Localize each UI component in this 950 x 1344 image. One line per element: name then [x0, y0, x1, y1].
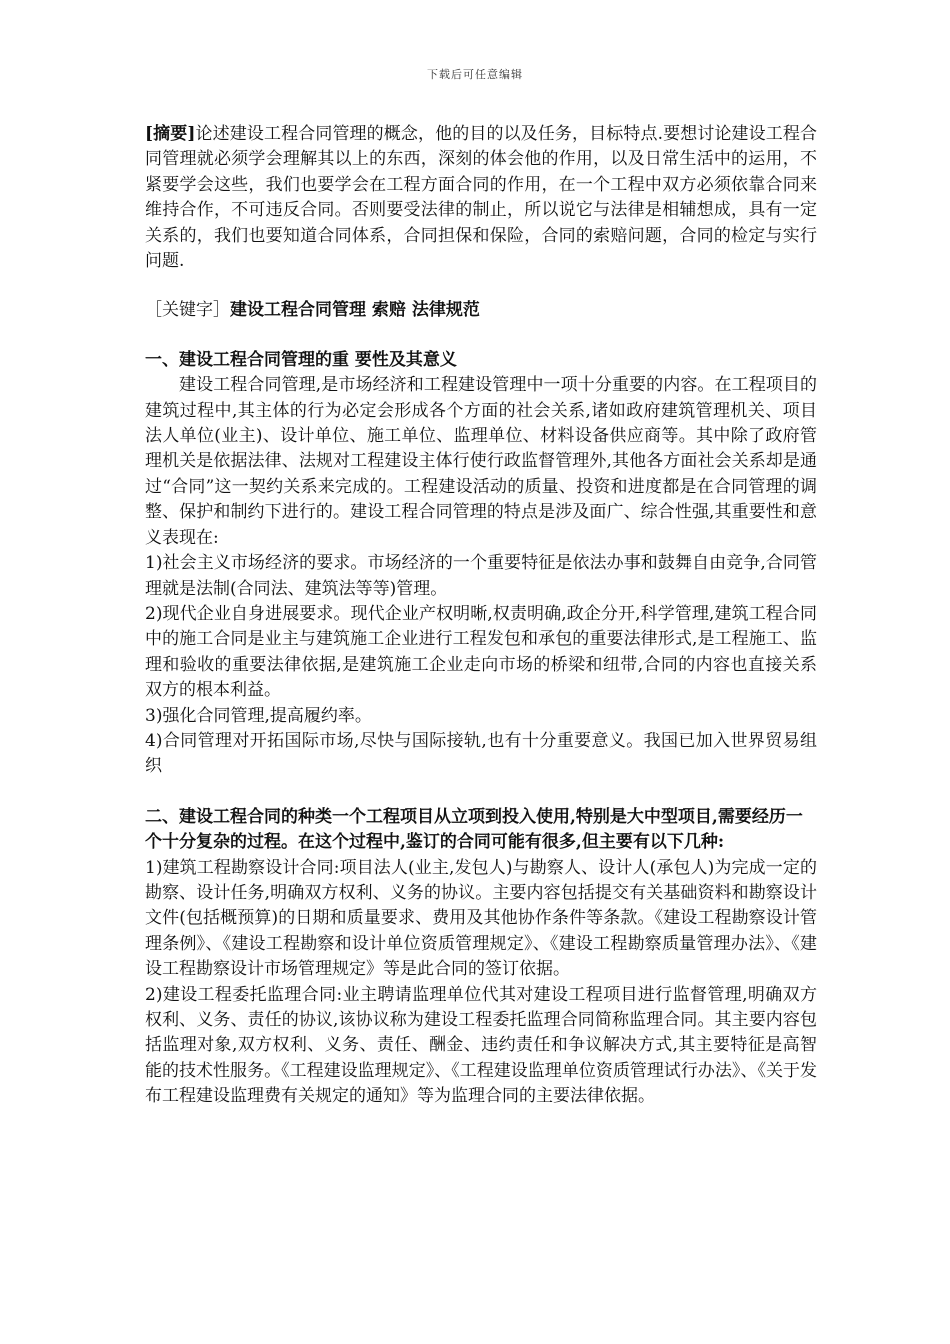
list-item: 2)现代企业自身进展要求。现代企业产权明晰,权责明确,政企分开,科学管理,建筑工程合同中的施工合同是业主与建筑施工企业进行工程发包和承包的重要法律形式,是工程施工、监理和验收的重要法律依据,是建筑施工企业走向市场的桥梁和纽带,合同的内容也直接关系双方的根本利益。: [145, 603, 817, 701]
section-heading-2: 二、建设工程合同的种类一个工程项目从立项到投入使用,特别是大中型项目,需要经历一个十分复杂的过程。在这个过程中,鉴订的合同可能有很多,但主要有以下几种:: [145, 806, 803, 853]
document-body: [145, 122, 817, 1110]
section-contract-types: [145, 805, 817, 1110]
keywords-line: [145, 298, 817, 323]
abstract-label: [摘要]: [145, 124, 196, 144]
keywords-text: 建设工程合同管理 索赔 法律规范: [230, 300, 480, 321]
list-item: 4)合同管理对开拓国际市场,尽快与国际接轨,也有十分重要意义。我国已加入世界贸易组织: [145, 730, 817, 777]
list-item: 3)强化合同管理,提高履约率。: [145, 705, 372, 726]
page-header: 下载后可任意编辑: [427, 68, 523, 81]
abstract-text: 论述建设工程合同管理的概念，他的目的以及任务，目标特点.要想讨论建设工程合同管理就必须学会理解其以上的东西，深刻的体会他的作用，以及日常生活中的运用，不紧要学会这些，我们也要学会在工程方面合同的作用，在一个工程中双方必须依靠合同来维持合作，不可违反合同。否则要受法律的制止，所以说它与法律是相辅想成，具有一定关系的，我们也要知道合同体系，合同担保和保险，合同的索赔问题，合同的检定与实行问题.: [145, 124, 818, 272]
list-item: 1)建筑工程勘察设计合同:项目法人(业主,发包人)与勘察人、设计人(承包人)为完成一定的勘察、设计任务,明确双方权利、义务的协议。主要内容包括提交有关基础资料和勘察设计文件(包括概预算)的日期和质量要求、费用及其他协作条件等条款。《建设工程勘察设计管理条例》、《建设工程勘察和设计单位资质管理规定》、《建设工程勘察质量管理办法》、《建设工程勘察设计市场管理规定》等是此合同的签订依据。: [145, 857, 817, 980]
abstract-paragraph: [145, 122, 817, 274]
section-importance: [145, 348, 817, 780]
section-heading-1: 一、建设工程合同管理的重 要性及其意义: [145, 349, 457, 370]
list-item: 1)社会主义市场经济的要求。市场经济的一个重要特征是依法办事和鼓舞自由竞争,合同管理就是法制(合同法、建筑法等等)管理。: [145, 553, 817, 599]
section-intro-paragraph: 建设工程合同管理,是市场经济和工程建设管理中一项十分重要的内容。在工程项目的建筑过程中,其主体的行为必定会形成各个方面的社会关系,诸如政府建筑管理机关、项目法人单位(业主)、设计单位、施工单位、监理单位、材料设备供应商等。其中除了政府管理机关是依据法律、法规对工程建设主体行使行政监督管理外,其他各方面社会关系却是通过“合同”这一契约关系来完成的。工程建设活动的质量、投资和进度都是在合同管理的调整、保护和制约下进行的。建设工程合同管理的特点是涉及面广、综合性强,其重要性和意义表现在:: [145, 375, 817, 548]
keywords-label: ［关键字］: [145, 300, 230, 321]
list-item: 2)建设工程委托监理合同:业主聘请监理单位代其对建设工程项目进行监督管理,明确双方权利、义务、责任的协议,该协议称为建设工程委托监理合同简称监理合同。其主要内容包括监理对象,双方权利、义务、责任、酬金、违约责任和争议解决方式,其主要特征是高智能的技术性服务。《工程建设监理规定》、《工程建设监理单位资质管理试行办法》、《关于发布工程建设监理费有关规定的通知》等为监理合同的主要法律依据。: [145, 984, 817, 1107]
